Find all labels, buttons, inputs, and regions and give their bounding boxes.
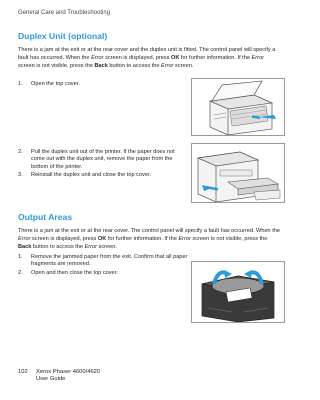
intro-back-term: Back [18, 244, 32, 251]
figure-pull-duplex-unit [191, 143, 285, 203]
intro-error-term: Error [161, 63, 174, 70]
duplex-intro-paragraph [18, 46, 282, 71]
step-number: 2. [18, 270, 23, 276]
page-number: 102 [18, 369, 28, 375]
output-intro-paragraph [18, 227, 282, 252]
intro-text: button to access the [31, 244, 85, 251]
step-text: Open and then close the top cover. [31, 270, 118, 276]
intro-error-term: Error [251, 55, 264, 62]
intro-text: screen. [173, 63, 194, 70]
duplex-unit-illustration [192, 144, 284, 202]
figure-remove-exit-jam [191, 261, 285, 323]
figure-open-top-cover [191, 78, 285, 136]
intro-error-term: Error [18, 236, 31, 243]
intro-text: for further information. If the [106, 236, 179, 243]
step-number: 1. [18, 254, 23, 260]
step-number: 2. [18, 149, 23, 155]
step-text: Pull the duplex unit out of the printer. If the paper does not come out with the duplex unit, remove the paper from the bottom of the printer. [31, 149, 175, 170]
intro-error-term: Error [178, 236, 191, 243]
product-name: Xerox Phaser 4600/4620 [36, 369, 101, 375]
intro-ok-term: OK [97, 236, 107, 243]
intro-text: There is a jam at the exit or at the rear cover and the duplex unit is fitted. The control panel will specify a fault has occurred. When the [18, 47, 276, 62]
intro-text: screen is not visible, press the [18, 63, 95, 70]
step-text: Remove the jammed paper from the exit. Confirm that all paper fragments are removed. [31, 254, 188, 268]
running-header: General Care and Troubleshooting [18, 10, 111, 16]
intro-back-term: Back [94, 63, 108, 70]
step-number: 3. [18, 172, 23, 178]
intro-text: screen. [97, 244, 117, 251]
intro-error-term: Error [84, 244, 97, 251]
guide-name: User Guide [36, 376, 66, 383]
intro-text: for further information. If the [179, 55, 252, 62]
intro-text: There is a jam at the exit or at the rear cover. The control panel will specify a fault has occurred. When the [18, 228, 280, 234]
exit-jam-illustration [192, 262, 284, 322]
step-text: Open the top cover. [31, 81, 80, 87]
output-areas-section-title: Output Areas [18, 212, 73, 222]
duplex-section-title: Duplex Unit (optional) [18, 31, 108, 41]
intro-text: screen is not visible, press the [190, 236, 268, 243]
step-text: Reinstall the duplex unit and close the top cover. [31, 172, 152, 178]
printer-top-cover-illustration [192, 79, 284, 135]
intro-text: screen is displayed, press [103, 55, 171, 62]
intro-ok-term: OK [170, 55, 180, 62]
intro-text: button to access the [107, 63, 162, 70]
intro-error-term: Error [91, 55, 104, 62]
intro-text: screen is displayed, press [30, 236, 98, 243]
step-number: 1. [18, 81, 23, 87]
